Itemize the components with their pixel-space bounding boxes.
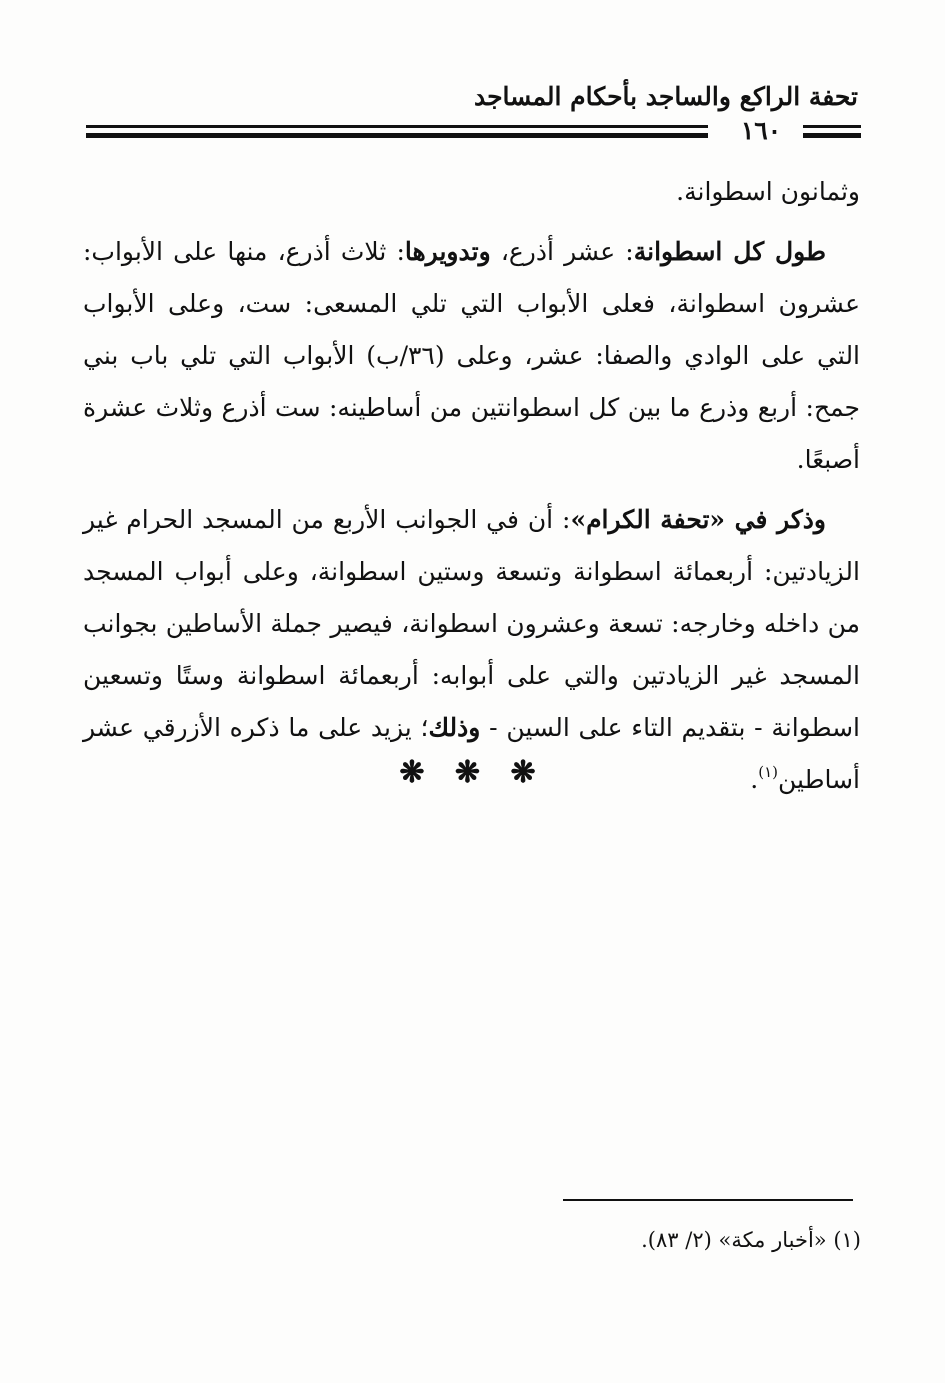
footnote-marker: (١) (758, 763, 779, 781)
bold-term: وذكر في «تحفة الكرام» (570, 505, 826, 534)
bold-term: وتدويرها (404, 237, 491, 266)
page-number: ١٦٠ (740, 116, 782, 145)
body-text (83, 166, 860, 814)
bold-term: طول كل اسطوانة (633, 237, 826, 266)
number-rule-top (803, 125, 861, 128)
text-run: : ثلاث أذرع، منها على الأبواب: عشرون اسطوانة، فعلى الأبواب التي تلي المسعى: ست، وعلى الأبواب التي على الوادي والصفا: عشر، وعلى (٣٦/ب) الأبواب التي تلي باب بني جمح: أربع وذرع ما بين كل اسطوانتين من أساطينه: ست أذرع وثلاث عشرة أصبعًا. (83, 237, 861, 474)
bold-term: وذلك (428, 713, 481, 742)
footnote-rule (563, 1199, 853, 1201)
text-run: : أن في الجوانب الأربع من المسجد الحرام غير الزيادتين: أربعمائة اسطوانة وتسعة وستين اسطوانة، وعلى أبواب المسجد من داخله وخارجه: تسعة وعشرون اسطوانة، فيصير جملة الأساطين بجوانب المسجد غير الزيادتين والتي على أبوابه: أربعمائة اسطوانة وستًا وتسعين اسطوانة - بتقديم التاء على السين - (83, 505, 861, 742)
paragraph-2 (83, 226, 860, 486)
paragraph-1: وثمانون اسطوانة. (676, 177, 860, 206)
text-run: ؛ يزيد على ما ذكره الأزرقي عشر أساطين (83, 713, 860, 794)
header-rule-bottom (86, 133, 708, 138)
text-run: . (750, 765, 759, 794)
header-rule-top (86, 125, 708, 128)
text-run: : عشر أذرع، (490, 237, 634, 266)
section-divider: ❋ ❋ ❋ (399, 755, 546, 790)
number-rule-bottom (803, 133, 861, 138)
footnote: (١) «أخبار مكة» (٢/ ٨٣). (641, 1228, 861, 1252)
running-title: تحفة الراكع والساجد بأحكام المساجد (473, 82, 858, 111)
